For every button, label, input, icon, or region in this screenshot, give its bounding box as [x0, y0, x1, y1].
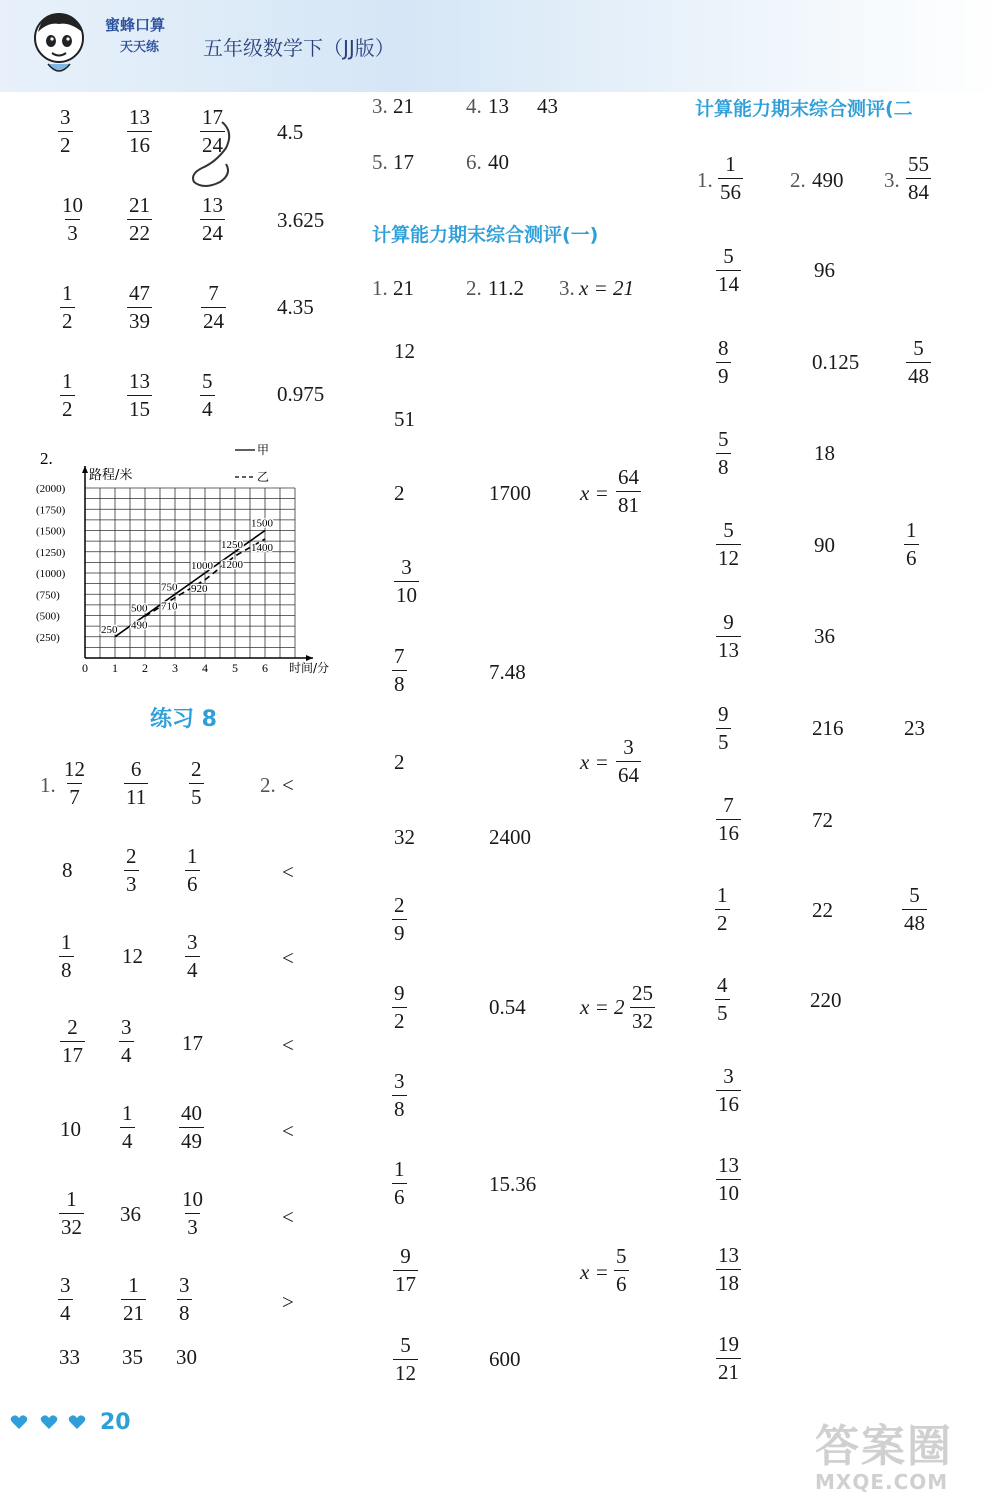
data-label: 490 — [131, 619, 148, 632]
watermark-line1: 答案圈 — [815, 1421, 953, 1472]
answer-value: 36 — [120, 1202, 141, 1226]
fraction: $\frac{8}{9}$ — [718, 336, 729, 388]
question-number: 1. — [372, 276, 388, 300]
fraction: $\frac{1}{56}$ — [720, 152, 741, 204]
question-number: 1. — [697, 168, 713, 192]
fraction: $\frac{1}{6}$ — [394, 1157, 405, 1209]
answer-value: 12 — [394, 339, 415, 363]
fraction: $\frac{13}{24}$ — [202, 193, 223, 245]
x-tick-label: 6 — [262, 661, 268, 675]
answer-value: 17 — [393, 150, 414, 174]
answer-value: x = 21 — [579, 276, 634, 300]
data-label: 1250 — [221, 538, 243, 551]
y-tick-label: (2000) — [36, 483, 66, 495]
data-label: 710 — [161, 600, 178, 613]
x-tick-label: 5 — [232, 661, 238, 675]
fraction: $\frac{3}{4}$ — [60, 1273, 71, 1325]
answer-value: 51 — [394, 407, 415, 431]
answer-value: 90 — [814, 533, 835, 557]
fraction: $\frac{9}{5}$ — [718, 702, 729, 754]
fraction: $\frac{19}{21}$ — [718, 1332, 739, 1384]
fraction: $\frac{64}{81}$ — [618, 465, 639, 517]
heart-icon — [10, 1414, 28, 1430]
answer-value: 23 — [904, 716, 925, 740]
fraction: $\frac{5}{48}$ — [908, 336, 929, 388]
answer-value: 2 — [394, 750, 405, 774]
answer-value: 72 — [812, 808, 833, 832]
fraction: $\frac{47}{39}$ — [129, 281, 150, 333]
equation-prefix: x = — [580, 750, 609, 774]
fraction: $\frac{1}{8}$ — [61, 930, 72, 982]
answer-value: 11.2 — [488, 276, 524, 300]
comparison-sign: < — [282, 773, 294, 797]
legend-label-yi: 乙 — [257, 470, 270, 484]
x-axis-label: 时间/分 — [289, 661, 330, 675]
watermark-line2: MXQE.COM — [815, 1470, 949, 1494]
answer-value: 21 — [393, 94, 414, 118]
y-tick-label: (1000) — [36, 568, 66, 580]
answer-value: 21 — [393, 276, 414, 300]
answer-value: 13 — [488, 94, 509, 118]
answer-value: 216 — [812, 716, 844, 740]
answer-value: 32 — [394, 825, 415, 849]
data-label: 1200 — [221, 559, 243, 571]
question-number: 6. — [466, 150, 482, 174]
question-number: 2. — [466, 276, 482, 300]
fraction: $\frac{3}{16}$ — [718, 1064, 739, 1116]
site-watermark — [815, 1410, 953, 1494]
book-title: 五年级数学下（JJ版） — [203, 36, 395, 60]
comparison-sign: < — [282, 1205, 294, 1229]
data-label: 920 — [191, 582, 208, 595]
answer-value: 10 — [60, 1117, 81, 1141]
comparison-sign: < — [282, 946, 294, 970]
answer-value: 18 — [814, 441, 835, 465]
answer-value: 17 — [182, 1031, 203, 1055]
y-tick-label: (500) — [36, 610, 60, 623]
y-tick-label: (1750) — [36, 504, 66, 517]
fraction: $\frac{40}{49}$ — [181, 1101, 202, 1153]
y-tick-label: (250) — [36, 631, 60, 644]
answer-value: 40 — [488, 150, 509, 174]
fraction: $\frac{5}{8}$ — [718, 427, 729, 479]
answer-value: 0.125 — [812, 350, 860, 374]
equation-prefix: x = 2 — [580, 995, 625, 1019]
y-tick-label: (750) — [36, 589, 60, 602]
distance-time-chart — [30, 440, 340, 680]
fraction: $\frac{3}{4}$ — [187, 930, 198, 982]
fraction: $\frac{13}{18}$ — [718, 1243, 739, 1295]
data-label: 250 — [101, 623, 118, 636]
heart-icon — [68, 1414, 86, 1430]
data-label: 1000 — [191, 560, 213, 572]
question-number: 2. — [260, 773, 276, 797]
fraction: $\frac{9}{17}$ — [395, 1244, 416, 1296]
section-title-test-2: 计算能力期末综合测评(二 — [695, 98, 913, 120]
fraction: $\frac{2}{9}$ — [394, 893, 405, 945]
x-tick-label: 4 — [202, 661, 208, 675]
fraction: $\frac{1}{4}$ — [122, 1101, 133, 1153]
fraction: $\frac{5}{4}$ — [202, 369, 213, 421]
answer-value: 220 — [810, 988, 842, 1012]
answer-value: 4.5 — [277, 120, 304, 144]
answer-value: 0.975 — [277, 382, 325, 406]
y-tick-label: (1500) — [36, 525, 66, 538]
comparison-sign: > — [282, 1290, 294, 1314]
fraction: $\frac{3}{8}$ — [179, 1273, 190, 1325]
answer-value: 8 — [62, 858, 73, 882]
fraction: $\frac{9}{2}$ — [394, 981, 405, 1033]
question-number: 1. — [40, 773, 56, 797]
fraction: $\frac{1}{21}$ — [123, 1273, 144, 1325]
comparison-sign: < — [282, 860, 294, 884]
fraction: $\frac{13}{16}$ — [129, 105, 150, 157]
answer-value: 600 — [489, 1347, 521, 1371]
brand-name: 蜜蜂口算 — [105, 16, 166, 34]
fraction: $\frac{7}{8}$ — [394, 644, 405, 696]
equation-prefix: x = — [580, 481, 609, 505]
answer-value: 30 — [176, 1345, 197, 1369]
fraction: $\frac{25}{32}$ — [632, 981, 653, 1033]
fraction: $\frac{1}{32}$ — [61, 1187, 82, 1239]
data-label: 1500 — [251, 517, 273, 530]
x-tick-label: 1 — [112, 661, 118, 675]
x-tick-label: 3 — [172, 661, 178, 675]
page-number: 20 — [100, 1410, 131, 1435]
page-header — [0, 0, 1000, 92]
data-label: 500 — [131, 602, 148, 615]
fraction: $\frac{5}{48}$ — [904, 883, 925, 935]
fraction: $\frac{3}{10}$ — [396, 555, 417, 607]
answer-value: 33 — [59, 1345, 80, 1369]
answer-value: 36 — [814, 624, 835, 648]
answer-value: 2 — [394, 481, 405, 505]
x-tick-label: 2 — [142, 661, 148, 675]
fraction: $\frac{21}{22}$ — [129, 193, 150, 245]
fraction: $\frac{17}{24}$ — [202, 105, 223, 157]
fraction: $\frac{5}{6}$ — [616, 1244, 627, 1296]
bee-mascot-icon — [28, 8, 90, 78]
fraction: $\frac{2}{17}$ — [62, 1015, 83, 1067]
data-label: 1400 — [251, 542, 273, 554]
fraction: $\frac{6}{11}$ — [126, 757, 147, 809]
answer-value: 12 — [122, 944, 143, 968]
fraction: $\frac{10}{3}$ — [62, 193, 83, 245]
fraction: $\frac{9}{13}$ — [718, 610, 739, 662]
handwritten-mark-icon — [186, 118, 242, 190]
question-number: 2. — [40, 449, 53, 468]
question-number: 2. — [790, 168, 806, 192]
question-number: 3. — [372, 94, 388, 118]
fraction: $\frac{13}{15}$ — [129, 369, 150, 421]
question-number: 5. — [372, 150, 388, 174]
legend-label-jia: 甲 — [257, 443, 270, 457]
fraction: $\frac{2}{3}$ — [126, 844, 137, 896]
answer-value: 7.48 — [489, 660, 526, 684]
section-title-lianxi8: 练习 8 — [150, 707, 217, 732]
fraction: $\frac{1}{6}$ — [187, 844, 198, 896]
answer-value: 0.54 — [489, 995, 526, 1019]
fraction: $\frac{3}{2}$ — [60, 105, 71, 157]
question-number: 3. — [884, 168, 900, 192]
fraction: $\frac{55}{84}$ — [908, 152, 929, 204]
answer-value: 2400 — [489, 825, 531, 849]
comparison-sign: < — [282, 1119, 294, 1143]
fraction: $\frac{1}{2}$ — [62, 369, 73, 421]
fraction: $\frac{12}{7}$ — [64, 757, 85, 809]
fraction: $\frac{7}{16}$ — [718, 793, 739, 845]
fraction: $\frac{10}{3}$ — [182, 1187, 203, 1239]
fraction: $\frac{13}{10}$ — [718, 1153, 739, 1205]
fraction: $\frac{1}{2}$ — [62, 281, 73, 333]
fraction: $\frac{4}{5}$ — [717, 973, 728, 1025]
question-number: 3. — [559, 276, 575, 300]
fraction: $\frac{1}{6}$ — [906, 518, 917, 570]
answer-value: 96 — [814, 258, 835, 282]
fraction: $\frac{7}{24}$ — [203, 281, 224, 333]
answer-value: 1700 — [489, 481, 531, 505]
answer-value: 4.35 — [277, 295, 314, 319]
answer-value: 22 — [812, 898, 833, 922]
fraction: $\frac{1}{2}$ — [717, 883, 728, 935]
y-axis-arrow-icon — [82, 466, 88, 473]
heart-icon — [40, 1414, 58, 1430]
y-axis-label: 路程/米 — [89, 468, 133, 483]
section-title-test-1: 计算能力期末综合测评(一) — [372, 224, 599, 246]
answer-value: 490 — [812, 168, 844, 192]
fraction: $\frac{3}{8}$ — [394, 1069, 405, 1121]
question-number: 4. — [466, 94, 482, 118]
brand-subtitle: 天天练 — [120, 40, 160, 55]
data-label: 750 — [161, 581, 178, 594]
equation-prefix: x = — [580, 1260, 609, 1284]
comparison-sign: < — [282, 1033, 294, 1057]
fraction: $\frac{5}{14}$ — [718, 244, 739, 296]
answer-value: 35 — [122, 1345, 143, 1369]
fraction: $\frac{2}{5}$ — [191, 757, 202, 809]
answer-value: 3.625 — [277, 208, 325, 232]
x-tick-label: 0 — [82, 661, 88, 675]
answer-value: 15.36 — [489, 1172, 537, 1196]
fraction: $\frac{5}{12}$ — [395, 1333, 416, 1385]
answer-value: 43 — [537, 94, 558, 118]
fraction: $\frac{3}{64}$ — [618, 735, 639, 787]
fraction: $\frac{3}{4}$ — [121, 1015, 132, 1067]
y-tick-label: (1250) — [36, 546, 66, 559]
fraction: $\frac{5}{12}$ — [718, 518, 739, 570]
